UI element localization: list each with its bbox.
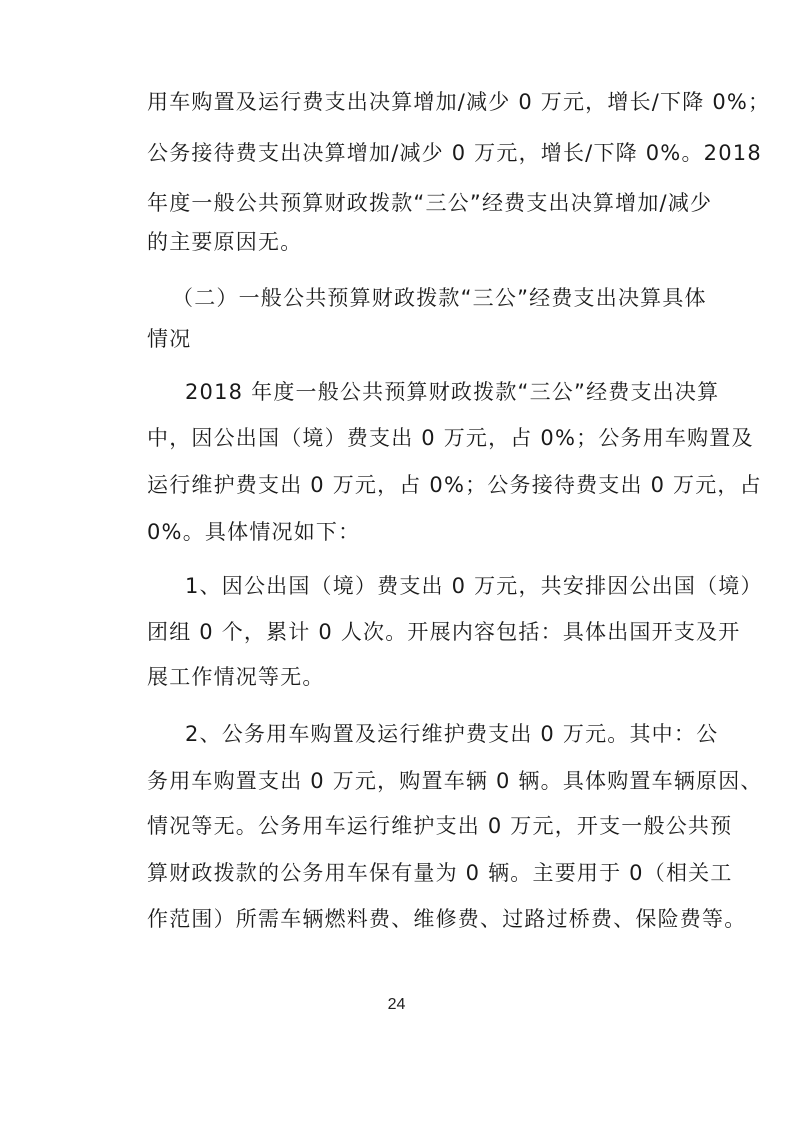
paragraph-line: 2、公务用车购置及运行维护费支出 0 万元。其中：公 [185,722,719,746]
paragraph-line: 务用车购置支出 0 万元，购置车辆 0 辆。具体购置车辆原因、 [147,769,763,793]
paragraph-line: 1、因公出国（境）费支出 0 万元，共安排因公出国（境） [185,574,763,598]
page-number: 24 [387,996,406,1013]
paragraph-line: 作范围）所需车辆燃料费、维修费、过路过桥费、保险费等。 [147,907,747,931]
paragraph-line: 算财政拨款的公务用车保有量为 0 辆。主要用于 0（相关工 [147,861,733,885]
paragraph-line: 0%。具体情况如下： [147,520,361,544]
paragraph-line: 的主要原因无。 [147,230,303,254]
paragraph-line: 年度一般公共预算财政拨款“三公”经费支出决算增加/减少 [147,191,713,215]
section-heading: 情况 [147,327,192,351]
paragraph-line: 中，因公出国（境）费支出 0 万元，占 0%；公务用车购置及 [147,426,754,450]
paragraph-line: 情况等无。公务用车运行维护支出 0 万元，开支一般公共预 [147,814,733,838]
paragraph-line: 运行维护费支出 0 万元，占 0%；公务接待费支出 0 万元，占 [147,473,762,497]
paragraph-line: 团组 0 个，累计 0 人次。开展内容包括：具体出国开支及开 [147,620,741,644]
section-heading: （二）一般公共预算财政拨款“三公”经费支出决算具体 [172,286,707,310]
paragraph-line: 展工作情况等无。 [147,665,325,689]
paragraph-line: 2018 年度一般公共预算财政拨款“三公”经费支出决算 [185,380,720,404]
paragraph-line: 公务接待费支出决算增加/减少 0 万元，增长/下降 0%。2018 [147,141,762,165]
paragraph-line: 用车购置及运行费支出决算增加/减少 0 万元，增长/下降 0%； [147,90,771,114]
